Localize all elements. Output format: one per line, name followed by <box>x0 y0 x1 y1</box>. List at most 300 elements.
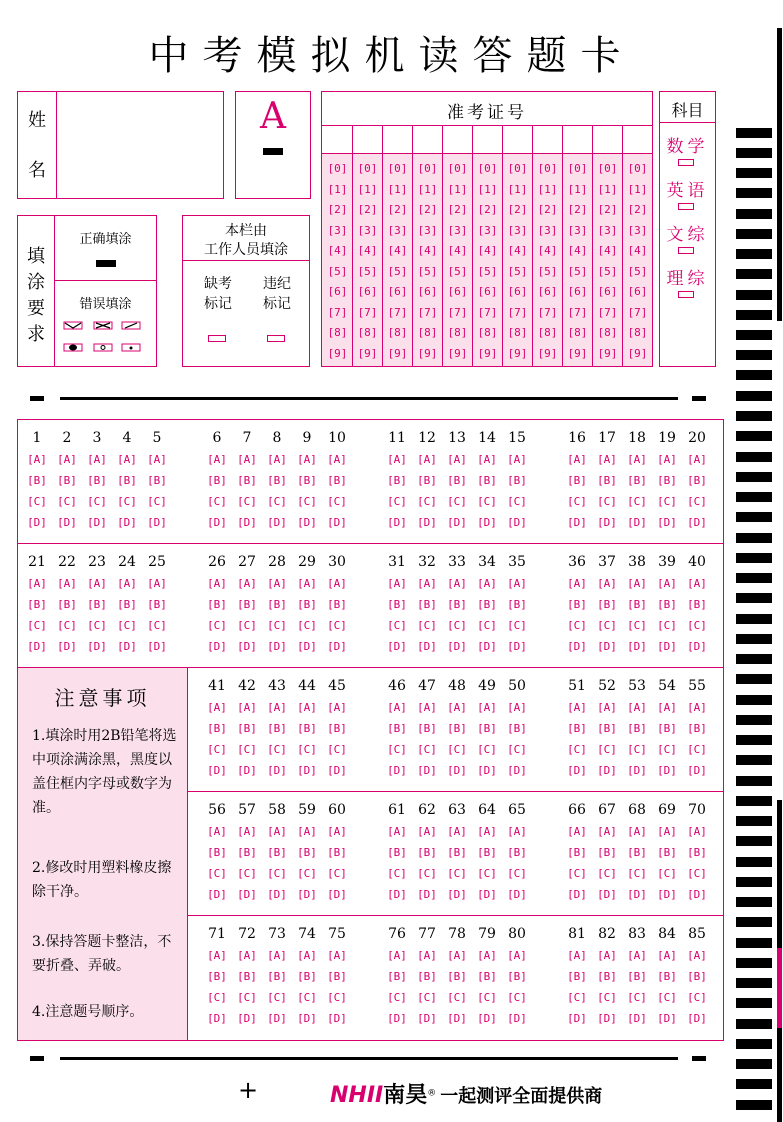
answer-bubble[interactable]: [A] <box>417 701 437 714</box>
answer-bubble[interactable]: [D] <box>567 1012 587 1025</box>
exam-id-bubble[interactable]: [1] <box>327 182 348 196</box>
answer-bubble[interactable]: [B] <box>507 722 527 735</box>
exam-id-bubble[interactable]: [9] <box>447 346 468 360</box>
answer-bubble[interactable]: [B] <box>567 598 587 611</box>
answer-bubble[interactable]: [C] <box>597 619 617 632</box>
exam-id-bubble[interactable]: [4] <box>327 244 348 257</box>
answer-bubble[interactable]: [D] <box>687 764 707 777</box>
answer-bubble[interactable]: [A] <box>387 453 407 466</box>
absent-mark-box[interactable] <box>208 335 226 342</box>
exam-id-bubble[interactable]: [1] <box>537 182 558 196</box>
exam-id-bubble[interactable]: [3] <box>627 223 648 237</box>
answer-bubble[interactable]: [D] <box>507 1012 527 1025</box>
answer-bubble[interactable]: [D] <box>57 516 77 529</box>
exam-id-bubble[interactable]: [8] <box>537 326 558 339</box>
answer-bubble[interactable]: [B] <box>207 846 227 859</box>
answer-bubble[interactable]: [D] <box>327 764 347 777</box>
exam-id-bubble[interactable]: [3] <box>447 223 468 237</box>
answer-bubble[interactable]: [C] <box>57 619 77 632</box>
answer-bubble[interactable]: [C] <box>597 991 617 1004</box>
answer-bubble[interactable]: [A] <box>507 577 527 590</box>
answer-bubble[interactable]: [C] <box>417 743 437 756</box>
answer-bubble[interactable]: [C] <box>327 867 347 880</box>
answer-bubble[interactable]: [D] <box>567 888 587 901</box>
exam-id-bubble[interactable]: [1] <box>477 182 498 196</box>
exam-id-bubble[interactable]: [1] <box>627 182 648 196</box>
exam-id-bubble[interactable]: [6] <box>447 285 468 298</box>
exam-id-bubble[interactable]: [2] <box>537 203 558 216</box>
answer-bubble[interactable]: [B] <box>267 474 287 487</box>
answer-bubble[interactable]: [D] <box>267 764 287 777</box>
answer-bubble[interactable]: [B] <box>627 474 647 487</box>
answer-bubble[interactable]: [A] <box>417 825 437 838</box>
exam-id-bubble[interactable]: [5] <box>507 264 528 278</box>
answer-bubble[interactable]: [C] <box>627 867 647 880</box>
answer-bubble[interactable]: [C] <box>687 867 707 880</box>
answer-bubble[interactable]: [D] <box>57 640 77 653</box>
exam-id-bubble[interactable]: [8] <box>327 326 348 339</box>
exam-id-bubble[interactable]: [9] <box>477 346 498 360</box>
answer-bubble[interactable]: [B] <box>417 970 437 983</box>
exam-id-write-cell[interactable] <box>383 126 412 153</box>
answer-bubble[interactable]: [D] <box>657 516 677 529</box>
answer-bubble[interactable]: [B] <box>447 474 467 487</box>
answer-bubble[interactable]: [B] <box>417 474 437 487</box>
answer-bubble[interactable]: [C] <box>207 619 227 632</box>
exam-id-bubble[interactable]: [2] <box>357 203 378 216</box>
answer-bubble[interactable]: [B] <box>27 598 47 611</box>
exam-id-bubble[interactable]: [0] <box>627 162 648 175</box>
answer-bubble[interactable]: [C] <box>657 743 677 756</box>
answer-bubble[interactable]: [B] <box>267 598 287 611</box>
answer-bubble[interactable]: [A] <box>657 453 677 466</box>
exam-id-bubble[interactable]: [0] <box>447 162 468 175</box>
answer-bubble[interactable]: [B] <box>417 722 437 735</box>
answer-bubble[interactable]: [A] <box>117 577 137 590</box>
exam-id-bubble[interactable]: [1] <box>417 182 438 196</box>
answer-bubble[interactable]: [D] <box>447 764 467 777</box>
exam-id-bubble[interactable]: [7] <box>597 305 618 319</box>
answer-bubble[interactable]: [A] <box>297 453 317 466</box>
exam-id-bubble[interactable]: [3] <box>597 223 618 237</box>
answer-bubble[interactable]: [C] <box>267 619 287 632</box>
answer-bubble[interactable]: [B] <box>627 846 647 859</box>
answer-bubble[interactable]: [B] <box>387 846 407 859</box>
answer-bubble[interactable]: [B] <box>297 722 317 735</box>
answer-bubble[interactable]: [D] <box>477 1012 497 1025</box>
answer-bubble[interactable]: [A] <box>387 825 407 838</box>
answer-bubble[interactable]: [A] <box>147 577 167 590</box>
exam-id-bubble[interactable]: [3] <box>537 223 558 237</box>
answer-bubble[interactable]: [C] <box>27 619 47 632</box>
answer-bubble[interactable]: [C] <box>447 991 467 1004</box>
answer-bubble[interactable]: [B] <box>87 474 107 487</box>
answer-bubble[interactable]: [B] <box>687 970 707 983</box>
answer-bubble[interactable]: [C] <box>327 743 347 756</box>
answer-bubble[interactable]: [C] <box>267 991 287 1004</box>
answer-bubble[interactable]: [B] <box>567 474 587 487</box>
answer-bubble[interactable]: [C] <box>657 619 677 632</box>
answer-bubble[interactable]: [B] <box>297 474 317 487</box>
answer-bubble[interactable]: [C] <box>207 743 227 756</box>
answer-bubble[interactable]: [B] <box>117 598 137 611</box>
exam-id-bubble[interactable]: [5] <box>597 264 618 278</box>
answer-bubble[interactable]: [D] <box>327 640 347 653</box>
answer-bubble[interactable]: [B] <box>477 474 497 487</box>
answer-bubble[interactable]: [D] <box>387 888 407 901</box>
answer-bubble[interactable]: [B] <box>87 598 107 611</box>
answer-bubble[interactable]: [B] <box>447 970 467 983</box>
answer-bubble[interactable]: [A] <box>387 577 407 590</box>
answer-bubble[interactable]: [D] <box>117 640 137 653</box>
answer-bubble[interactable]: [C] <box>477 867 497 880</box>
answer-bubble[interactable]: [A] <box>237 949 257 962</box>
answer-bubble[interactable]: [D] <box>87 640 107 653</box>
answer-bubble[interactable]: [D] <box>327 516 347 529</box>
answer-bubble[interactable]: [B] <box>327 722 347 735</box>
exam-id-bubble[interactable]: [6] <box>567 285 588 298</box>
answer-bubble[interactable]: [C] <box>27 495 47 508</box>
answer-bubble[interactable]: [B] <box>237 598 257 611</box>
exam-id-bubble[interactable]: [4] <box>567 244 588 257</box>
exam-id-bubble[interactable]: [5] <box>387 264 408 278</box>
answer-bubble[interactable]: [A] <box>297 701 317 714</box>
answer-bubble[interactable]: [B] <box>477 846 497 859</box>
exam-id-bubble[interactable]: [6] <box>507 285 528 298</box>
answer-bubble[interactable]: [C] <box>57 495 77 508</box>
answer-bubble[interactable]: [D] <box>417 516 437 529</box>
exam-id-bubble[interactable]: [7] <box>627 305 648 319</box>
answer-bubble[interactable]: [C] <box>477 619 497 632</box>
answer-bubble[interactable]: [A] <box>237 825 257 838</box>
exam-id-bubble[interactable]: [5] <box>567 264 588 278</box>
answer-bubble[interactable]: [A] <box>297 825 317 838</box>
answer-bubble[interactable]: [B] <box>207 970 227 983</box>
answer-bubble[interactable]: [C] <box>507 743 527 756</box>
exam-id-bubble[interactable]: [2] <box>387 203 408 216</box>
exam-id-bubble[interactable]: [4] <box>357 244 378 257</box>
answer-bubble[interactable]: [A] <box>87 577 107 590</box>
exam-id-write-cell[interactable] <box>563 126 592 153</box>
answer-bubble[interactable]: [D] <box>297 640 317 653</box>
exam-id-bubble[interactable]: [3] <box>567 223 588 237</box>
answer-bubble[interactable]: [C] <box>627 743 647 756</box>
exam-id-bubble[interactable]: [2] <box>567 203 588 216</box>
answer-bubble[interactable]: [C] <box>567 619 587 632</box>
answer-bubble[interactable]: [B] <box>597 474 617 487</box>
answer-bubble[interactable]: [A] <box>627 453 647 466</box>
answer-bubble[interactable]: [C] <box>297 619 317 632</box>
answer-bubble[interactable]: [B] <box>327 846 347 859</box>
answer-bubble[interactable]: [C] <box>297 495 317 508</box>
exam-id-bubble[interactable]: [0] <box>387 162 408 175</box>
answer-bubble[interactable]: [C] <box>237 991 257 1004</box>
answer-bubble[interactable]: [C] <box>237 743 257 756</box>
answer-bubble[interactable]: [D] <box>237 1012 257 1025</box>
exam-id-bubble[interactable]: [5] <box>627 264 648 278</box>
answer-bubble[interactable]: [A] <box>237 453 257 466</box>
answer-bubble[interactable]: [B] <box>477 722 497 735</box>
answer-bubble[interactable]: [A] <box>567 825 587 838</box>
answer-bubble[interactable]: [D] <box>597 516 617 529</box>
exam-id-bubble[interactable]: [6] <box>537 285 558 298</box>
answer-bubble[interactable]: [D] <box>387 1012 407 1025</box>
answer-bubble[interactable]: [B] <box>657 970 677 983</box>
exam-id-bubble[interactable]: [0] <box>507 162 528 175</box>
subject-bubble[interactable] <box>678 159 694 166</box>
answer-bubble[interactable]: [A] <box>417 949 437 962</box>
answer-bubble[interactable]: [B] <box>447 722 467 735</box>
exam-id-bubble[interactable]: [1] <box>357 182 378 196</box>
exam-id-bubble[interactable]: [9] <box>417 346 438 360</box>
answer-bubble[interactable]: [C] <box>207 495 227 508</box>
exam-id-bubble[interactable]: [3] <box>387 223 408 237</box>
answer-bubble[interactable]: [C] <box>387 867 407 880</box>
answer-bubble[interactable]: [A] <box>207 825 227 838</box>
answer-bubble[interactable]: [D] <box>147 640 167 653</box>
exam-id-bubble[interactable]: [9] <box>327 346 348 360</box>
answer-bubble[interactable]: [C] <box>387 743 407 756</box>
answer-bubble[interactable]: [A] <box>27 453 47 466</box>
exam-id-bubble[interactable]: [5] <box>447 264 468 278</box>
answer-bubble[interactable]: [B] <box>237 846 257 859</box>
exam-id-bubble[interactable]: [7] <box>327 305 348 319</box>
answer-bubble[interactable]: [B] <box>687 474 707 487</box>
answer-bubble[interactable]: [A] <box>597 701 617 714</box>
answer-bubble[interactable]: [A] <box>267 825 287 838</box>
answer-bubble[interactable]: [A] <box>627 825 647 838</box>
exam-id-bubble[interactable]: [7] <box>357 305 378 319</box>
answer-bubble[interactable]: [C] <box>687 619 707 632</box>
answer-bubble[interactable]: [D] <box>267 516 287 529</box>
answer-bubble[interactable]: [A] <box>657 701 677 714</box>
exam-id-bubble[interactable]: [6] <box>597 285 618 298</box>
answer-bubble[interactable]: [A] <box>627 701 647 714</box>
answer-bubble[interactable]: [D] <box>627 764 647 777</box>
answer-bubble[interactable]: [A] <box>597 577 617 590</box>
answer-bubble[interactable]: [B] <box>657 474 677 487</box>
exam-id-bubble[interactable]: [4] <box>627 244 648 257</box>
exam-id-bubble[interactable]: [7] <box>387 305 408 319</box>
answer-bubble[interactable]: [D] <box>417 888 437 901</box>
answer-bubble[interactable]: [D] <box>507 888 527 901</box>
answer-bubble[interactable]: [A] <box>477 825 497 838</box>
answer-bubble[interactable]: [D] <box>207 1012 227 1025</box>
answer-bubble[interactable]: [A] <box>657 577 677 590</box>
exam-id-bubble[interactable]: [2] <box>417 203 438 216</box>
answer-bubble[interactable]: [D] <box>687 1012 707 1025</box>
answer-bubble[interactable]: [A] <box>327 577 347 590</box>
answer-bubble[interactable]: [D] <box>597 640 617 653</box>
answer-bubble[interactable]: [D] <box>507 640 527 653</box>
answer-bubble[interactable]: [C] <box>507 619 527 632</box>
answer-bubble[interactable]: [D] <box>597 888 617 901</box>
answer-bubble[interactable]: [D] <box>447 1012 467 1025</box>
answer-bubble[interactable]: [C] <box>417 991 437 1004</box>
answer-bubble[interactable]: [B] <box>567 722 587 735</box>
answer-bubble[interactable]: [B] <box>147 598 167 611</box>
name-box[interactable] <box>17 91 224 199</box>
answer-bubble[interactable]: [A] <box>597 453 617 466</box>
exam-id-write-cell[interactable] <box>533 126 562 153</box>
answer-bubble[interactable]: [D] <box>417 640 437 653</box>
answer-bubble[interactable]: [D] <box>297 764 317 777</box>
answer-bubble[interactable]: [C] <box>597 495 617 508</box>
answer-bubble[interactable]: [D] <box>267 1012 287 1025</box>
answer-bubble[interactable]: [D] <box>237 640 257 653</box>
answer-bubble[interactable]: [C] <box>507 867 527 880</box>
answer-bubble[interactable]: [A] <box>687 577 707 590</box>
answer-bubble[interactable]: [C] <box>207 991 227 1004</box>
answer-bubble[interactable]: [A] <box>117 453 137 466</box>
answer-bubble[interactable]: [B] <box>477 970 497 983</box>
answer-bubble[interactable]: [A] <box>267 949 287 962</box>
answer-bubble[interactable]: [A] <box>447 825 467 838</box>
answer-bubble[interactable]: [D] <box>207 764 227 777</box>
answer-bubble[interactable]: [D] <box>567 764 587 777</box>
answer-bubble[interactable]: [A] <box>327 825 347 838</box>
answer-bubble[interactable]: [C] <box>267 495 287 508</box>
exam-id-bubble[interactable]: [7] <box>507 305 528 319</box>
answer-bubble[interactable]: [B] <box>267 970 287 983</box>
answer-bubble[interactable]: [C] <box>477 991 497 1004</box>
exam-id-bubble[interactable]: [5] <box>417 264 438 278</box>
exam-id-bubble[interactable]: [1] <box>447 182 468 196</box>
answer-bubble[interactable]: [B] <box>387 722 407 735</box>
answer-bubble[interactable]: [B] <box>657 722 677 735</box>
answer-bubble[interactable]: [A] <box>27 577 47 590</box>
answer-bubble[interactable]: [C] <box>297 743 317 756</box>
answer-bubble[interactable]: [C] <box>387 495 407 508</box>
exam-id-bubble[interactable]: [2] <box>627 203 648 216</box>
answer-bubble[interactable]: [B] <box>57 598 77 611</box>
answer-bubble[interactable]: [A] <box>267 577 287 590</box>
answer-bubble[interactable]: [D] <box>507 764 527 777</box>
subject-bubble[interactable] <box>678 291 694 298</box>
answer-bubble[interactable]: [D] <box>147 516 167 529</box>
answer-bubble[interactable]: [C] <box>687 743 707 756</box>
answer-bubble[interactable]: [B] <box>627 970 647 983</box>
answer-bubble[interactable]: [D] <box>327 1012 347 1025</box>
answer-bubble[interactable]: [C] <box>327 991 347 1004</box>
exam-id-bubble[interactable]: [4] <box>447 244 468 257</box>
exam-id-bubble[interactable]: [6] <box>357 285 378 298</box>
answer-bubble[interactable]: [D] <box>87 516 107 529</box>
answer-bubble[interactable]: [D] <box>207 516 227 529</box>
exam-id-bubble[interactable]: [8] <box>627 326 648 339</box>
answer-bubble[interactable]: [C] <box>567 991 587 1004</box>
answer-bubble[interactable]: [D] <box>297 516 317 529</box>
exam-id-write-cell[interactable] <box>473 126 502 153</box>
answer-bubble[interactable]: [C] <box>237 867 257 880</box>
answer-bubble[interactable]: [A] <box>597 949 617 962</box>
exam-id-bubble[interactable]: [6] <box>417 285 438 298</box>
exam-id-bubble[interactable]: [0] <box>417 162 438 175</box>
answer-bubble[interactable]: [C] <box>147 619 167 632</box>
answer-bubble[interactable]: [C] <box>87 619 107 632</box>
answer-bubble[interactable]: [A] <box>507 701 527 714</box>
exam-id-bubble[interactable]: [7] <box>567 305 588 319</box>
answer-bubble[interactable]: [C] <box>297 991 317 1004</box>
exam-id-bubble[interactable]: [2] <box>327 203 348 216</box>
answer-bubble[interactable]: [A] <box>477 453 497 466</box>
answer-bubble[interactable]: [D] <box>387 640 407 653</box>
answer-bubble[interactable]: [C] <box>657 991 677 1004</box>
answer-bubble[interactable]: [B] <box>447 598 467 611</box>
exam-id-bubble[interactable]: [3] <box>507 223 528 237</box>
answer-bubble[interactable]: [A] <box>627 577 647 590</box>
exam-id-bubble[interactable]: [6] <box>327 285 348 298</box>
answer-bubble[interactable]: [C] <box>567 743 587 756</box>
answer-bubble[interactable]: [D] <box>417 1012 437 1025</box>
answer-bubble[interactable]: [B] <box>57 474 77 487</box>
answer-bubble[interactable]: [B] <box>207 722 227 735</box>
answer-bubble[interactable]: [C] <box>597 867 617 880</box>
answer-bubble[interactable]: [D] <box>447 640 467 653</box>
answer-bubble[interactable]: [A] <box>507 453 527 466</box>
answer-bubble[interactable]: [A] <box>477 701 497 714</box>
answer-bubble[interactable]: [C] <box>237 619 257 632</box>
exam-id-bubble[interactable]: [4] <box>537 244 558 257</box>
answer-bubble[interactable]: [B] <box>597 846 617 859</box>
answer-bubble[interactable]: [A] <box>567 577 587 590</box>
exam-id-bubble[interactable]: [3] <box>477 223 498 237</box>
exam-id-bubble[interactable]: [0] <box>327 162 348 175</box>
exam-id-bubble[interactable]: [7] <box>447 305 468 319</box>
exam-id-bubble[interactable]: [0] <box>357 162 378 175</box>
answer-bubble[interactable]: [B] <box>507 846 527 859</box>
answer-bubble[interactable]: [A] <box>327 701 347 714</box>
answer-bubble[interactable]: [A] <box>447 701 467 714</box>
answer-bubble[interactable]: [C] <box>87 495 107 508</box>
exam-id-bubble[interactable]: [6] <box>477 285 498 298</box>
answer-bubble[interactable]: [A] <box>207 949 227 962</box>
answer-bubble[interactable]: [C] <box>447 619 467 632</box>
answer-bubble[interactable]: [A] <box>387 949 407 962</box>
answer-bubble[interactable]: [C] <box>567 495 587 508</box>
answer-bubble[interactable]: [C] <box>507 495 527 508</box>
answer-bubble[interactable]: [B] <box>627 722 647 735</box>
answer-bubble[interactable]: [A] <box>657 825 677 838</box>
exam-id-bubble[interactable]: [9] <box>627 346 648 360</box>
answer-bubble[interactable]: [A] <box>267 453 287 466</box>
answer-bubble[interactable]: [A] <box>387 701 407 714</box>
answer-bubble[interactable]: [C] <box>267 867 287 880</box>
answer-bubble[interactable]: [B] <box>327 598 347 611</box>
answer-bubble[interactable]: [D] <box>567 640 587 653</box>
exam-id-bubble[interactable]: [2] <box>447 203 468 216</box>
answer-bubble[interactable]: [B] <box>327 474 347 487</box>
exam-id-bubble[interactable]: [3] <box>327 223 348 237</box>
answer-bubble[interactable]: [D] <box>27 516 47 529</box>
answer-bubble[interactable]: [C] <box>387 619 407 632</box>
answer-bubble[interactable]: [A] <box>627 949 647 962</box>
answer-bubble[interactable]: [D] <box>627 516 647 529</box>
answer-bubble[interactable]: [D] <box>297 888 317 901</box>
answer-bubble[interactable]: [B] <box>567 846 587 859</box>
answer-bubble[interactable]: [C] <box>117 619 137 632</box>
exam-id-bubble[interactable]: [9] <box>387 346 408 360</box>
answer-bubble[interactable]: [C] <box>627 619 647 632</box>
answer-bubble[interactable]: [A] <box>87 453 107 466</box>
answer-bubble[interactable]: [A] <box>57 453 77 466</box>
exam-id-bubble[interactable]: [7] <box>537 305 558 319</box>
answer-bubble[interactable]: [B] <box>237 474 257 487</box>
subject-bubble[interactable] <box>678 247 694 254</box>
answer-bubble[interactable]: [B] <box>687 722 707 735</box>
subject-bubble[interactable] <box>678 203 694 210</box>
answer-bubble[interactable]: [C] <box>207 867 227 880</box>
